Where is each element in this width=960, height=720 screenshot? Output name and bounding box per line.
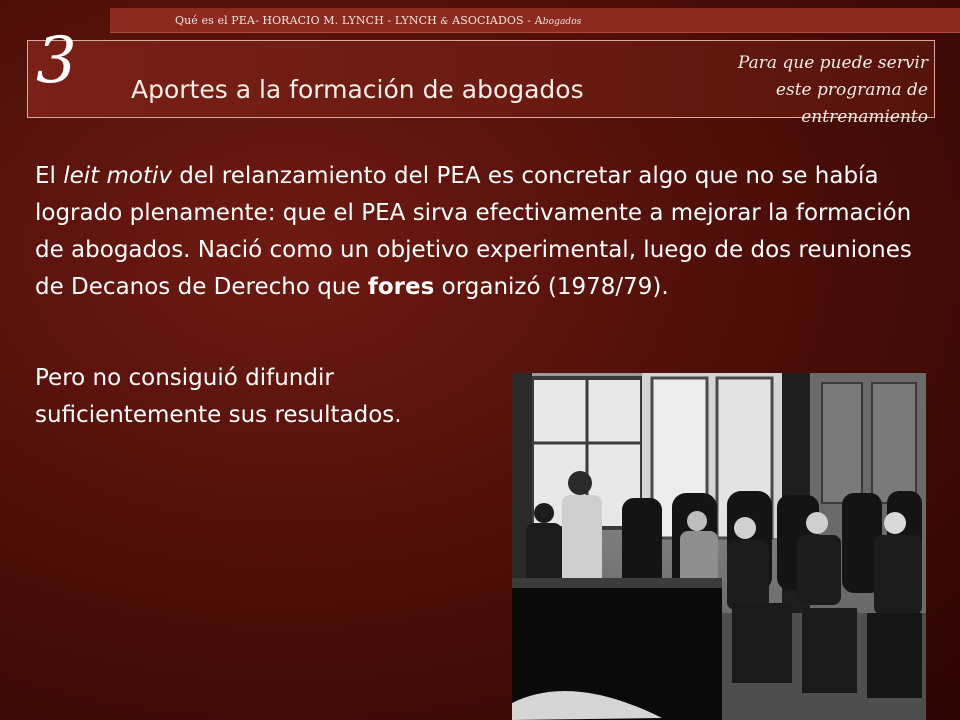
subtitle-line: Para que puede servir [737,53,928,73]
main-paragraph [35,158,935,306]
paragraph-text: El [35,163,64,189]
secondary-paragraph: Pero no consiguió difundir suficientemente sus resultados. [35,365,402,428]
banner-text-tail: ASOCIADOS - A [448,14,543,27]
slide-title: Aportes a la formación de abogados [131,75,584,104]
paragraph-text: del relanzamiento del PEA es concretar algo que no se había logrado plenamente: que el PEA sirva efectivamente a mejorar la formación de abogados. Nació como un objetivo experimental, luego de dos reuniones de Decanos de Derecho que [35,163,912,300]
meeting-photo [512,373,926,720]
banner-ampersand: & [440,17,449,27]
banner-text-small: bogados [542,17,582,27]
banner-text-main: Qué es el PEA- HORACIO M. LYNCH - LYNCH [175,14,441,27]
banner-text [175,14,582,27]
paragraph-italic: leit motiv [63,163,172,189]
slide-number: 3 [36,24,77,98]
paragraph-text: organizó (1978/79). [434,274,669,300]
paragraph-bold: fores [367,274,435,300]
slide-subtitle [668,50,928,131]
subtitle-line: entrenamiento [801,107,928,127]
subtitle-line: este programa de [775,80,928,100]
